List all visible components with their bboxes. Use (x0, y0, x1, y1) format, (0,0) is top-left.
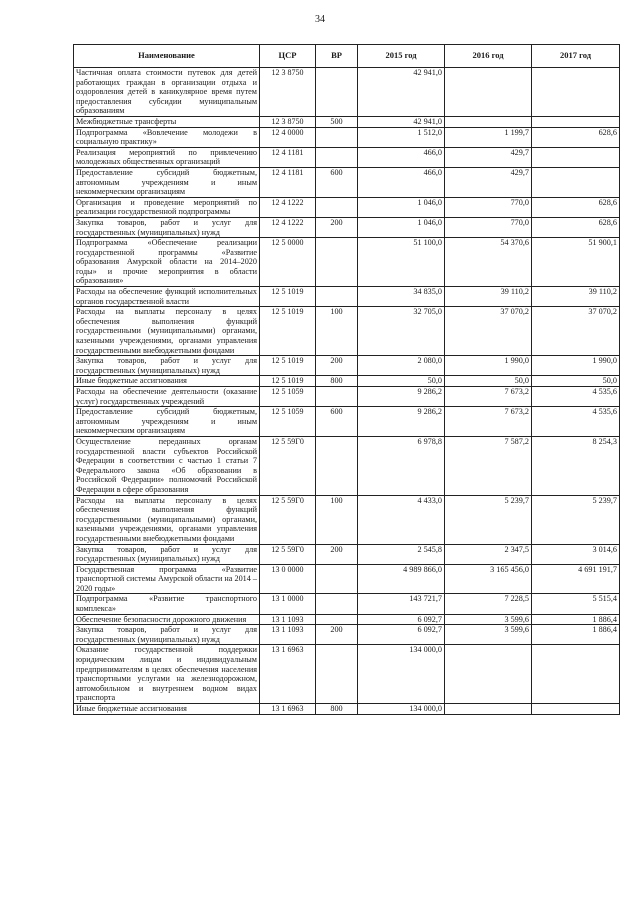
table-row (74, 614, 620, 625)
cell-vr (316, 594, 358, 614)
cell-2016: 7 228,5 (445, 594, 532, 614)
cell-csr: 12 5 1019 (260, 376, 316, 387)
cell-csr: 12 4 0000 (260, 127, 316, 147)
cell-2016 (445, 704, 532, 715)
cell-2017: 1 990,0 (532, 356, 620, 376)
cell-2016: 429,7 (445, 147, 532, 167)
cell-name: Предоставление субсидий бюджетным, автономным учреждениям и иным некоммерческим организациям (74, 167, 260, 197)
cell-2015: 9 286,2 (358, 387, 445, 407)
cell-vr (316, 614, 358, 625)
cell-2017: 37 070,2 (532, 307, 620, 356)
cell-name: Обеспечение безопасности дорожного движения (74, 614, 260, 625)
cell-2017: 4 535,6 (532, 387, 620, 407)
cell-2015: 466,0 (358, 167, 445, 197)
cell-csr: 12 5 1019 (260, 356, 316, 376)
cell-vr: 200 (316, 217, 358, 237)
cell-vr (316, 387, 358, 407)
cell-csr: 12 5 59Г0 (260, 495, 316, 544)
cell-csr: 13 0 0000 (260, 564, 316, 594)
cell-2017: 50,0 (532, 376, 620, 387)
cell-csr: 12 3 8750 (260, 116, 316, 127)
cell-2017: 51 900,1 (532, 238, 620, 287)
cell-2016: 50,0 (445, 376, 532, 387)
cell-name: Предоставление субсидий бюджетным, автономным учреждениям и иным некоммерческим организациям (74, 407, 260, 437)
header-2015: 2015 год (358, 45, 445, 68)
cell-2015: 6 092,7 (358, 625, 445, 645)
cell-vr (316, 436, 358, 495)
cell-name: Осуществление переданных органам государственной власти субъектов Российской Федерации в соответствии с частью 1 статьи 7 Федерального закона «Об образовании в Российской Федерации» полномочий Российской Федерации в сфере образования (74, 436, 260, 495)
table-row (74, 68, 620, 117)
cell-vr (316, 68, 358, 117)
cell-csr: 12 4 1181 (260, 167, 316, 197)
cell-2017: 1 886,4 (532, 614, 620, 625)
cell-2015: 466,0 (358, 147, 445, 167)
cell-vr: 200 (316, 356, 358, 376)
table-row (74, 495, 620, 544)
table-header-row (74, 45, 620, 68)
header-csr: ЦСР (260, 45, 316, 68)
cell-2016: 39 110,2 (445, 287, 532, 307)
cell-2017: 628,6 (532, 127, 620, 147)
table-row (74, 356, 620, 376)
table-row (74, 387, 620, 407)
cell-csr: 12 4 1181 (260, 147, 316, 167)
cell-2017: 628,6 (532, 197, 620, 217)
cell-csr: 12 5 1019 (260, 287, 316, 307)
cell-vr (316, 564, 358, 594)
cell-name: Подпрограмма «Обеспечение реализации государственной программы «Развитие образования Амурской области на 2014–2020 годы» и прочие мероприятия в области образования» (74, 238, 260, 287)
cell-2015: 1 046,0 (358, 197, 445, 217)
cell-name: Закупка товаров, работ и услуг для государственных (муниципальных) нужд (74, 625, 260, 645)
table-row (74, 147, 620, 167)
cell-2015: 9 286,2 (358, 407, 445, 437)
cell-2017 (532, 645, 620, 704)
cell-2017 (532, 704, 620, 715)
cell-name: Иные бюджетные ассигнования (74, 376, 260, 387)
cell-vr: 100 (316, 307, 358, 356)
cell-name: Частичная оплата стоимости путевок для детей работающих граждан в организации отдыха и оздоровления детей в каникулярное время путем предоставления субсидии муниципальным образованиям (74, 68, 260, 117)
cell-2016: 5 239,7 (445, 495, 532, 544)
cell-csr: 13 1 1093 (260, 625, 316, 645)
cell-csr: 13 1 6963 (260, 704, 316, 715)
table-row (74, 307, 620, 356)
cell-2016: 2 347,5 (445, 544, 532, 564)
cell-name: Расходы на выплаты персоналу в целях обеспечения выполнения функций государственными (муниципальными) органами, казенными учреждениями, органами управления государственными внебюджетными фондами (74, 495, 260, 544)
cell-2016: 3 165 456,0 (445, 564, 532, 594)
cell-2017 (532, 116, 620, 127)
cell-name: Закупка товаров, работ и услуг для государственных (муниципальных) нужд (74, 356, 260, 376)
cell-2016 (445, 645, 532, 704)
cell-csr: 12 3 8750 (260, 68, 316, 117)
cell-name: Организация и проведение мероприятий по реализации государственной подпрограммы (74, 197, 260, 217)
cell-2017: 628,6 (532, 217, 620, 237)
cell-vr (316, 645, 358, 704)
cell-name: Государственная программа «Развитие транспортной системы Амурской области на 2014 – 2020 годы» (74, 564, 260, 594)
cell-2016: 7 673,2 (445, 387, 532, 407)
table-row (74, 127, 620, 147)
cell-2016: 770,0 (445, 217, 532, 237)
table-row (74, 238, 620, 287)
cell-csr: 13 1 0000 (260, 594, 316, 614)
table-row (74, 704, 620, 715)
cell-2015: 50,0 (358, 376, 445, 387)
cell-2015: 51 100,0 (358, 238, 445, 287)
cell-2017 (532, 68, 620, 117)
cell-name: Подпрограмма «Вовлечение молодежи в социальную практику» (74, 127, 260, 147)
cell-2016: 770,0 (445, 197, 532, 217)
cell-2015: 1 512,0 (358, 127, 445, 147)
cell-vr: 800 (316, 376, 358, 387)
cell-name: Реализация мероприятий по привлечению молодежных общественных организаций (74, 147, 260, 167)
cell-2016: 54 370,6 (445, 238, 532, 287)
cell-2016: 1 199,7 (445, 127, 532, 147)
cell-vr: 200 (316, 625, 358, 645)
cell-name: Закупка товаров, работ и услуг для государственных (муниципальных) нужд (74, 544, 260, 564)
cell-2017: 8 254,3 (532, 436, 620, 495)
cell-vr (316, 127, 358, 147)
cell-2017: 5 515,4 (532, 594, 620, 614)
cell-2015: 2 080,0 (358, 356, 445, 376)
cell-2015: 42 941,0 (358, 68, 445, 117)
cell-vr: 500 (316, 116, 358, 127)
cell-2017: 4 535,6 (532, 407, 620, 437)
table-row (74, 217, 620, 237)
cell-vr (316, 197, 358, 217)
cell-name: Закупка товаров, работ и услуг для государственных (муниципальных) нужд (74, 217, 260, 237)
cell-2017 (532, 167, 620, 197)
cell-2016: 3 599,6 (445, 614, 532, 625)
cell-2015: 6 978,8 (358, 436, 445, 495)
cell-name: Расходы на обеспечение деятельности (оказание услуг) государственных учреждений (74, 387, 260, 407)
cell-csr: 13 1 1093 (260, 614, 316, 625)
cell-name: Оказание государственной поддержки юридическим лицам и индивидуальным предпринимателям в целях обеспечения населения транспортными услугами на железнодорожном, автомобильном и внутреннем водном видах транспорта (74, 645, 260, 704)
table-row (74, 376, 620, 387)
header-2017: 2017 год (532, 45, 620, 68)
cell-name: Расходы на выплаты персоналу в целях обеспечения выполнения функций государственными (муниципальными) органами, казенными учреждениями, органами управления государственными внебюджетными фондами (74, 307, 260, 356)
cell-2016: 3 599,6 (445, 625, 532, 645)
cell-vr: 100 (316, 495, 358, 544)
cell-2015: 2 545,8 (358, 544, 445, 564)
cell-vr: 600 (316, 407, 358, 437)
page-number: 34 (315, 14, 325, 25)
cell-vr (316, 287, 358, 307)
cell-vr: 600 (316, 167, 358, 197)
cell-csr: 12 5 0000 (260, 238, 316, 287)
cell-vr (316, 147, 358, 167)
header-name: Наименование (74, 45, 260, 68)
table-row (74, 436, 620, 495)
cell-vr (316, 238, 358, 287)
cell-name: Подпрограмма «Развитие транспортного комплекса» (74, 594, 260, 614)
cell-2016: 37 070,2 (445, 307, 532, 356)
header-2016: 2016 год (445, 45, 532, 68)
cell-name: Межбюджетные трансферты (74, 116, 260, 127)
table-row (74, 594, 620, 614)
cell-csr: 12 5 1019 (260, 307, 316, 356)
table-row (74, 625, 620, 645)
cell-name: Иные бюджетные ассигнования (74, 704, 260, 715)
cell-2016: 1 990,0 (445, 356, 532, 376)
table-row (74, 167, 620, 197)
cell-2015: 34 835,0 (358, 287, 445, 307)
cell-csr: 12 4 1222 (260, 217, 316, 237)
cell-2015: 4 433,0 (358, 495, 445, 544)
cell-name: Расходы на обеспечение функций исполнительных органов государственной власти (74, 287, 260, 307)
cell-2016: 429,7 (445, 167, 532, 197)
cell-2015: 1 046,0 (358, 217, 445, 237)
cell-csr: 12 5 1059 (260, 407, 316, 437)
table-row (74, 564, 620, 594)
cell-2017: 4 691 191,7 (532, 564, 620, 594)
cell-2015: 4 989 866,0 (358, 564, 445, 594)
table-row (74, 645, 620, 704)
cell-csr: 12 5 1059 (260, 387, 316, 407)
header-vr: ВР (316, 45, 358, 68)
cell-2015: 42 941,0 (358, 116, 445, 127)
table-row (74, 116, 620, 127)
cell-vr: 800 (316, 704, 358, 715)
budget-table (73, 44, 620, 715)
cell-2015: 143 721,7 (358, 594, 445, 614)
cell-2017: 3 014,6 (532, 544, 620, 564)
cell-2015: 6 092,7 (358, 614, 445, 625)
cell-2015: 134 000,0 (358, 645, 445, 704)
cell-2017: 5 239,7 (532, 495, 620, 544)
table-row (74, 407, 620, 437)
table-row (74, 287, 620, 307)
cell-csr: 12 4 1222 (260, 197, 316, 217)
cell-csr: 12 5 59Г0 (260, 436, 316, 495)
cell-2016: 7 673,2 (445, 407, 532, 437)
cell-2015: 134 000,0 (358, 704, 445, 715)
cell-csr: 12 5 59Г0 (260, 544, 316, 564)
cell-2017: 39 110,2 (532, 287, 620, 307)
cell-csr: 13 1 6963 (260, 645, 316, 704)
cell-vr: 200 (316, 544, 358, 564)
cell-2017 (532, 147, 620, 167)
table-row (74, 197, 620, 217)
cell-2016: 7 587,2 (445, 436, 532, 495)
table-row (74, 544, 620, 564)
cell-2017: 1 886,4 (532, 625, 620, 645)
cell-2016 (445, 68, 532, 117)
cell-2016 (445, 116, 532, 127)
cell-2015: 32 705,0 (358, 307, 445, 356)
